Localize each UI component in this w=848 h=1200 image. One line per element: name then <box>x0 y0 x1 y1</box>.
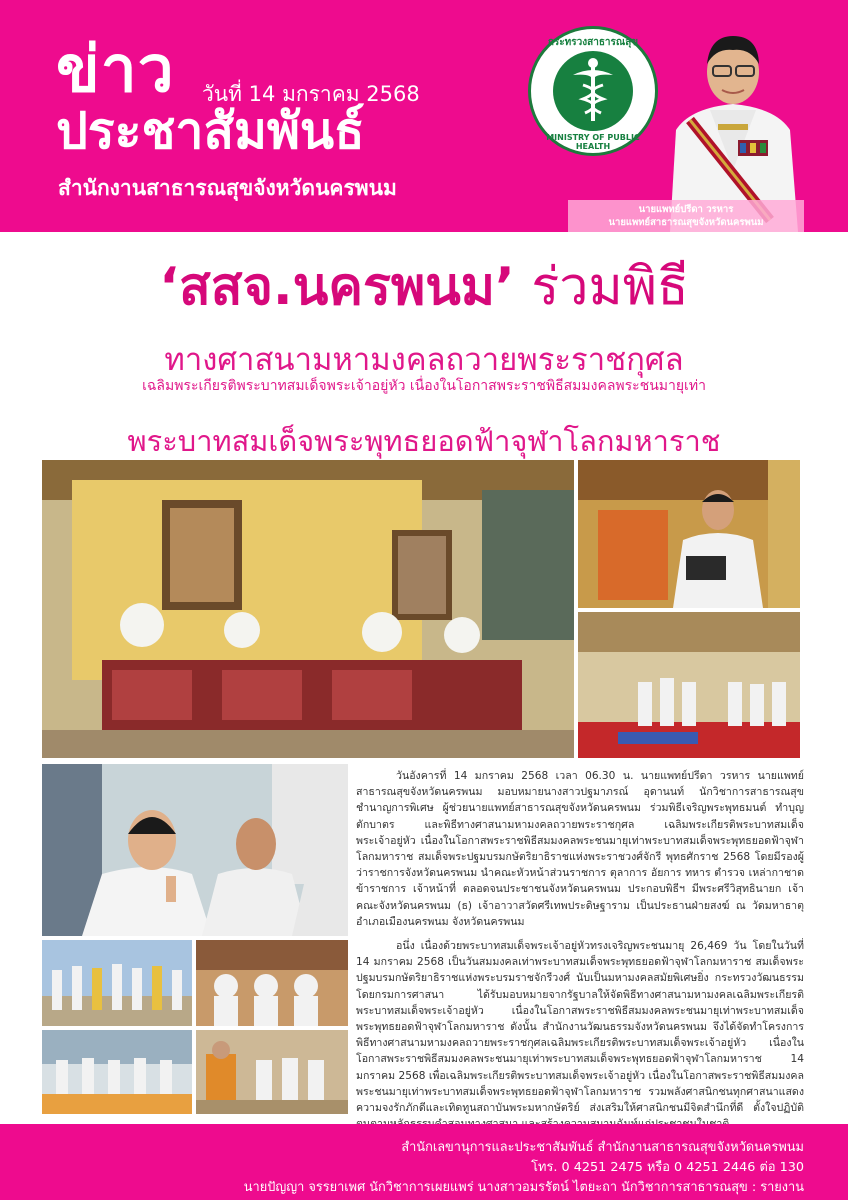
moph-logo <box>528 26 658 156</box>
caduceus-icon <box>553 51 633 131</box>
footer-phone: โทร. 0 4251 2475 หรือ 0 4251 2446 ต่อ 130 <box>531 1160 804 1175</box>
headline-line4: พระบาทสมเด็จพระพุทธยอดฟ้าจุฬาโลกมหาราช <box>127 424 721 458</box>
photo-praying-attendees <box>42 764 348 936</box>
footer-department: สำนักเลขานุการและประชาสัมพันธ์ สำนักงานสาธารณสุขจังหวัดนครพนม <box>401 1140 804 1155</box>
photo-official-reading <box>578 460 800 608</box>
photo-seated-audience <box>196 940 348 1026</box>
photo-hall-officials <box>578 612 800 758</box>
headline-line3: เฉลิมพระเกียรติพระบาทสมเด็จพระเจ้าอยู่หัว เนื่องในโอกาสพระราชพิธีสมมงคลพระชนมายุเท่า <box>142 378 706 394</box>
pr-label: ประชาสัมพันธ์ <box>56 102 365 160</box>
photo-offerings <box>42 1030 192 1114</box>
caption-name: นายแพทย์ปรีดา วรหาร <box>638 204 734 215</box>
office-name: สำนักงานสาธารณสุขจังหวัดนครพนม <box>58 176 397 200</box>
article-paragraph-2: อนึ่ง เนื่องด้วยพระบาทสมเด็จพระเจ้าอยู่หัวทรงเจริญพระชนมายุ 26,469 วัน โดยในวันที่ 14 มกราคม 2568 เป็นวันสมมงคลเท่าพระบาทสมเด็จพระพุทธยอดฟ้าจุฬาโลกมหาราช สมเด็จพระปฐมบรมกษัตริยาธิราชแห่งพระบรมราชจักรีวงศ์ นับเป็นมหามงคลสมัยพิเศษยิ่ง กระทรวงวัฒนธรรม โดยกรมการศาสนา ได้รับมอบหมายจากรัฐบาลให้จัดพิธีทางศาสนามหามงคลเฉลิมพระเกียรติพระบาทสมเด็จพระเจ้าอยู่หัว เนื่องในโอกาสพระราชพิธีสมมงคลพระชนมายุเท่าพระบาทสมเด็จพระพุทธยอดฟ้าจุฬาโลกมหาราช ดังนั้น สำนักงานวัฒนธรรมจังหวัดนครพนม จึงได้จัดทำโครงการพิธีทางศาสนามหามงคลถวายพระราชกุศลเฉลิมพระเกียรติพระบาทสมเด็จพระเจ้าอยู่หัว เนื่องในโอกาสพระราชพิธีสมมงคลพระชนมายุเท่าพระบาทสมเด็จพระพุทธยอดฟ้าจุฬาโลกมหาราช 14 มกราคม 2568 เพื่อเฉลิมพระเกียรติพระบาทสมเด็จพระเจ้าอยู่หัว เนื่องในโอกาสพระราชพิธีสมมงคลพระชนมายุเท่าพระบาทสมเด็จพระพุทธยอดฟ้าจุฬาโลกมหาราช รวมพลังศาสนิกชนทุกศาสนาแสดงความจงรักภักดีและเทิดทูนสถาบันพระมหากษัตริย์ ส่งเสริมให้ศาสนิกชนมีจิตสำนึกที่ดี ตั้งใจปฏิบัติ <box>356 940 804 1115</box>
news-label: ข่าว <box>56 33 175 107</box>
logo-top-text: กระทรวงสาธารณสุข <box>547 37 639 48</box>
header-banner <box>0 0 848 232</box>
footer-banner <box>0 1124 848 1200</box>
portrait-caption <box>568 200 804 232</box>
article-paragraph-1: วันอังคารที่ 14 มกราคม 2568 เวลา 06.30 น. นายแพทย์ปรีดา วรหาร นายแพทย์สาธารณสุขจังหวัดนครพนม มอบหมายนางสาวปฐมาภรณ์ อุดานนท์ นักวิชาการสาธารณสุขชำนาญการพิเศษ ผู้ช่วยนายแพทย์สาธารณสุขจังหวัดนครพนม ร่วมพิธีเจริญพระพุทธมนต์ ทำบุญตักบาตร และพิธีทางศาสนามหามงคลถวายพระราชกุศล เฉลิมพระเกียรติพระบาทสมเด็จพระเจ้าอยู่หัว เนื่องในโอกาสพระราชพิธีสมมงคลพระชนมายุเท่าพระบาทสมเด็จพระพุทธยอดฟ้าจุฬาโลกมหาราช สมเด็จพระปฐมบรมกษัตริยาธิราชแห่งพระราชวงศ์จักรี พุทธศักราช 2568 โดยมีรองผู้ว่าราชการจังหวัดนครพนม นำคณะหัวหน้าส่วนราชการ ตุลาการ อัยการ ทหาร ตำรวจ เหล่ากาชาด ข้าราชการ เจ้าหน้าที่ ตลอดจนประชาชนจังหวัดนครพนม ประกอบพิธีฯ มีพระศรีวิสุทธินายก เจ้าคณะจังหวัดนครพนม (ธ) เจ้าอาวาสวัดศรีเทพประดิษฐาราม เป็นประธานฝ่ายสงฆ์ ณ วัดมหาธาตุ อำเภอเมืองนครพนม จังหวัดนครพนม <box>356 770 804 928</box>
caption-title: นายแพทย์สาธารณสุขจังหวัดนครพนม <box>608 217 764 228</box>
photo-ceremony-altar <box>42 460 574 758</box>
headline-line1 <box>0 244 848 327</box>
headline-rest: ร่วมพิธี <box>514 257 689 317</box>
logo-bottom-text: MINISTRY OF PUBLIC HEALTH <box>546 133 640 151</box>
headline-bold: ‘สสจ.นครพนม’ <box>159 257 515 317</box>
footer-reporters: นายปัญญา จรรยาเพศ นักวิชาการเผยแพร่ นางสาวอมรรัตน์ ไตยะถา นักวิชาการสาธารณสุข : รายงาน <box>243 1180 804 1195</box>
headline-line2: ทางศาสนามหามงคลถวายพระราชกุศล <box>164 342 684 378</box>
photo-group-standing <box>42 940 192 1026</box>
article-body <box>356 768 804 1140</box>
news-date: วันที่ 14 มกราคม 2568 <box>202 82 420 106</box>
photo-monks-alms <box>196 1030 348 1114</box>
